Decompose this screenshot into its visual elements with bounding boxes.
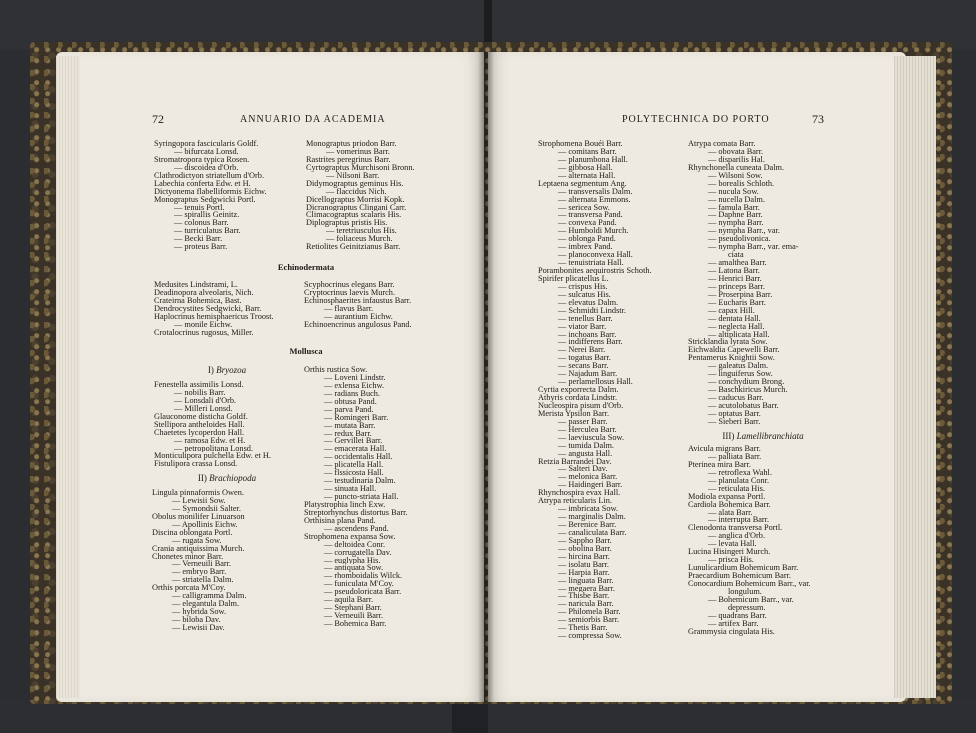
- background-board-bottom: [0, 700, 976, 733]
- species-entry: — Henrici Barr.: [708, 274, 762, 283]
- species-entry: — monile Eichw.: [174, 320, 233, 329]
- species-entry: — deltoidea Conr.: [324, 540, 386, 549]
- left-col-b-echinodermata: [304, 281, 412, 329]
- left-col-a-echinodermata: [154, 281, 274, 337]
- left-col-b-top: [306, 140, 415, 251]
- species-entry: — levata Hall.: [708, 540, 757, 549]
- species-entry: — sinuata Hall.: [324, 485, 377, 493]
- species-entry: — conchydium Brong.: [708, 378, 785, 387]
- species-entry: — exlensa Eichw.: [324, 381, 385, 390]
- subheading-number: III): [722, 431, 735, 441]
- species-entry: — crispus His.: [558, 282, 608, 291]
- species-entry: — imbrex Pand.: [558, 243, 613, 252]
- species-entry: Clathrodictyon striatellum d'Orb.: [154, 171, 265, 180]
- species-entry: Monograptus priodon Barr.: [306, 140, 397, 148]
- species-entry: — corrugatella Dav.: [324, 548, 392, 557]
- species-entry: — inchoans Barr.: [558, 330, 617, 339]
- species-entry: Leptaena segmentum Ang.: [538, 179, 627, 188]
- species-entry: — transversa Pand.: [558, 211, 623, 220]
- species-entry: — Lewisii Sow.: [172, 496, 226, 505]
- species-entry: — Sappho Barr.: [558, 536, 612, 545]
- left-page-edges: [56, 56, 80, 698]
- species-entry: — capax Hill.: [708, 306, 755, 315]
- species-entry: Cryptocrinus laevis Murch.: [304, 288, 396, 297]
- species-entry: Syringopora fascicularis Goldf.: [154, 140, 259, 148]
- species-entry: — neglecta Hall.: [708, 322, 765, 331]
- species-entry: — Loveni Lindstr.: [324, 373, 386, 382]
- left-col-a-brachiopoda: [152, 489, 246, 632]
- board-seam: [452, 700, 488, 733]
- species-entry: — Daphne Barr.: [708, 211, 763, 220]
- species-entry: Cardiola Bohemica Barr.: [688, 500, 771, 509]
- species-entry: Stromatropora typica Rosen.: [154, 155, 250, 164]
- species-entry: — Herculea Barr.: [558, 425, 617, 434]
- species-entry: — viator Barr.: [558, 322, 607, 331]
- species-entry: — angusta Hall.: [558, 449, 613, 458]
- species-entry: Pterinea mira Barr.: [688, 460, 751, 469]
- species-entry: — perlamellosus Hall.: [558, 378, 633, 387]
- species-entry: — dentata Hall.: [708, 314, 761, 323]
- species-entry: Discina oblongata Portl.: [152, 528, 233, 537]
- left-col-b-mollusca: [304, 366, 407, 628]
- species-entry: Chaetetes lycoperdon Hall.: [154, 428, 245, 437]
- species-entry: — Najadum Barr.: [558, 370, 618, 379]
- species-entry: — aquila Barr.: [324, 596, 374, 605]
- species-entry: Atrypa reticularis Lin.: [538, 497, 612, 506]
- species-entry: — euglypha His.: [324, 556, 381, 565]
- species-entry: — Milleri Lonsd.: [174, 404, 233, 413]
- species-entry: — aurantium Eichw.: [324, 312, 393, 321]
- species-entry: — quadrans Barr.: [708, 611, 767, 620]
- species-entry: — Berenice Barr.: [558, 521, 617, 529]
- species-entry: — sericea Sow.: [558, 203, 610, 212]
- species-entry: Labechia conferta Edw. et H.: [154, 179, 251, 188]
- subheading-brachiopoda: [154, 473, 300, 483]
- species-entry: Orthis rustica Sow.: [304, 366, 368, 374]
- species-entry: Retiolites Geinitzianus Barr.: [306, 243, 401, 252]
- species-entry: — famula Barr.: [708, 203, 760, 212]
- species-entry: Monograptus Sedgwicki Portl.: [154, 195, 256, 204]
- species-entry: — Latona Barr.: [708, 267, 760, 275]
- species-entry: — Becki Barr.: [174, 235, 223, 244]
- species-entry: — Sieberi Barr.: [708, 417, 761, 426]
- species-entry: — plicatella Hall.: [324, 461, 384, 470]
- left-page: [56, 52, 484, 702]
- species-entry: Rhynchospira evax Hall.: [538, 489, 621, 498]
- species-entry: — Nilsoni Barr.: [326, 171, 380, 180]
- subheading-name: Bryozoa: [216, 365, 247, 375]
- species-entry: Athyris cordata Lindstr.: [538, 394, 618, 402]
- species-entry: Rastrites peregrinus Barr.: [306, 155, 391, 164]
- species-entry: — Schmidti Lindstr.: [558, 306, 626, 315]
- species-entry: — sulcatus His.: [558, 290, 611, 299]
- species-entry: — rugata Sow.: [172, 536, 222, 545]
- left-page-number: 72: [152, 112, 164, 126]
- species-entry: — mutata Barr.: [324, 421, 376, 430]
- species-entry: Stricklandia lyrata Sow.: [688, 338, 768, 347]
- species-entry: Diplograptus pristis His.: [306, 219, 388, 228]
- species-entry: — amalthea Barr.: [708, 259, 767, 267]
- species-entry: — Romingeri Barr.: [324, 413, 389, 422]
- species-entry: longulum.: [728, 587, 762, 596]
- species-entry: depressum.: [728, 603, 766, 612]
- species-entry: — acutolobatus Barr.: [708, 401, 779, 410]
- species-entry: — Thisbe Barr.: [558, 592, 610, 601]
- species-entry: — artifex Barr.: [708, 619, 759, 628]
- species-entry: Stellipora antheloides Hall.: [154, 420, 245, 429]
- species-entry: Eichwaldia Capewelli Barr.: [688, 346, 780, 355]
- species-entry: — antiquata Sow.: [324, 564, 384, 573]
- species-entry: Pentamerus Knightii Sow.: [688, 354, 775, 363]
- species-entry: — convexa Pand.: [558, 219, 617, 228]
- species-entry: Streptorhynchus distortus Barr.: [304, 508, 408, 517]
- species-entry: — foliaceus Murch.: [326, 235, 393, 244]
- species-entry: Echinosphaerites infaustus Barr.: [304, 296, 412, 305]
- species-entry: — ascendens Pand.: [324, 524, 389, 533]
- species-entry: — embryo Barr.: [172, 568, 227, 577]
- species-entry: — colonus Barr.: [174, 219, 229, 228]
- species-entry: Echinoencrinus angulosus Pand.: [304, 320, 412, 329]
- left-col-a-top: [154, 140, 267, 251]
- species-entry: Haplocrinus hemisphaericus Troost.: [154, 312, 274, 321]
- species-entry: — linguata Barr.: [558, 576, 614, 585]
- species-entry: — Symondsii Salter.: [172, 504, 241, 513]
- species-entry: Merista Ypsilon Barr.: [538, 409, 610, 418]
- subheading-number: I): [207, 365, 214, 375]
- species-entry: Monticulipora pulchella Edw. et H.: [154, 452, 271, 461]
- species-entry: — vomerinus Barr.: [326, 147, 390, 156]
- species-entry: Fistulipora crassa Lonsd.: [154, 460, 238, 469]
- subheading-bryozoa: [154, 365, 300, 375]
- species-entry: Porambonites aequirostris Schoth.: [538, 267, 652, 275]
- species-entry: Lingula pinnaformis Owen.: [152, 489, 244, 497]
- species-entry: — gibbosa Hall.: [558, 163, 613, 172]
- species-entry: — radians Buch.: [324, 389, 380, 398]
- species-entry: Retzia Barrandei Dav.: [538, 457, 612, 466]
- species-entry: — teretriusculus His.: [326, 227, 397, 236]
- species-entry: — borealis Schloth.: [708, 179, 775, 188]
- species-entry: — nympha Barr.: [708, 219, 764, 228]
- species-entry: — galeatus Dalm.: [708, 362, 769, 371]
- subheading-number: II): [197, 473, 207, 483]
- species-entry: Obolus monilifer Linuarson: [152, 512, 245, 521]
- species-entry: Crateirna Bohemica, Bast.: [154, 296, 242, 305]
- species-entry: — nucella Dalm.: [708, 195, 765, 204]
- species-entry: Atrypa comata Barr.: [688, 140, 756, 148]
- species-entry: — tenellus Barr.: [558, 314, 613, 323]
- species-entry: — Haidingeri Barr.: [558, 481, 623, 490]
- species-entry: Orthis porcata M'Coy.: [152, 584, 226, 593]
- species-entry: — princeps Barr.: [708, 282, 765, 291]
- species-entry: — Thetis Barr.: [558, 624, 608, 633]
- species-entry: — flaccidus Nich.: [326, 187, 387, 196]
- right-page-number: 73: [812, 112, 824, 126]
- species-entry: — emacerata Hall.: [324, 445, 387, 454]
- species-entry: — elegantula Dalm.: [172, 600, 240, 609]
- species-entry: Chonetes minor Barr.: [152, 552, 224, 561]
- species-entry: Crotalocrinus rugosus, Miller.: [154, 328, 254, 337]
- species-entry: — elevatus Dalm.: [558, 298, 619, 307]
- species-entry: Crania antiquissima Murch.: [152, 544, 245, 553]
- right-page-edges: [894, 56, 936, 698]
- species-entry: — Gervillei Barr.: [324, 437, 383, 446]
- subheading-name: Brachiopoda: [209, 473, 257, 483]
- species-entry: Dictyonema flabelliformis Eichw.: [154, 187, 267, 196]
- species-entry: — planulata Conr.: [708, 476, 770, 485]
- species-entry: — Humboldi Murch.: [558, 227, 629, 236]
- species-entry: Medusites Lindstrami, L.: [154, 281, 238, 289]
- species-entry: — pseudolivonica.: [708, 235, 771, 244]
- species-entry: Dicellograptus Morrisi Kopk.: [306, 195, 405, 204]
- species-entry: — ramosa Edw. et H.: [174, 436, 246, 445]
- species-entry: Orthisina plana Pand.: [304, 516, 376, 525]
- species-entry: — tenuis Portl.: [174, 203, 225, 212]
- species-entry: — flavus Barr.: [324, 304, 374, 313]
- species-entry: Clenodonta transversa Portl.: [688, 524, 783, 533]
- species-entry: Strophomena Bouéi Barr.: [538, 140, 623, 148]
- species-entry: — isolatu Barr.: [558, 560, 609, 569]
- species-entry: — Stephani Barr.: [324, 604, 382, 613]
- species-entry: — nucula Sow.: [708, 187, 759, 196]
- right-col-b-lamellibranchiata: [688, 445, 811, 636]
- species-entry: — Lonsdali d'Orb.: [174, 396, 237, 405]
- species-entry: — occidentalis Hall.: [324, 453, 393, 462]
- species-entry: Grammysia cingulata His.: [688, 627, 775, 636]
- subheading-lamellibranchiata: [688, 431, 838, 441]
- species-entry: — canaliculata Barr.: [558, 528, 627, 537]
- species-entry: — anglica d'Orb.: [708, 532, 766, 541]
- species-entry: — caducus Barr.: [708, 394, 764, 402]
- species-entry: Spirifer plicatellus L.: [538, 274, 609, 283]
- species-entry: — funiculata M'Coy.: [324, 580, 394, 589]
- species-entry: — transversalis Dalm.: [558, 187, 633, 196]
- species-entry: Glauconome disticha Goldf.: [154, 412, 248, 421]
- species-entry: — Proserpina Barr.: [708, 290, 773, 299]
- species-entry: Modiola expansa Portl.: [688, 492, 766, 501]
- species-entry: Dicranograptus Clingani Carr.: [306, 203, 407, 212]
- species-entry: — reticulata His.: [708, 484, 765, 493]
- species-entry: — Verneuili Barr.: [324, 612, 384, 620]
- species-entry: — striatella Dalm.: [172, 576, 234, 585]
- heading-echinodermata: Echinodermata: [277, 262, 335, 272]
- species-entry: Cyrtograptus Murchisoni Bronn.: [306, 163, 415, 172]
- species-entry: Dendrocystites Sedgwicki, Barr.: [154, 304, 262, 313]
- species-entry: Rhynchonella cuneata Dalm.: [688, 163, 785, 172]
- species-entry: — nympha Barr., var.: [708, 227, 780, 236]
- species-entry: — alternata Emmons.: [558, 195, 631, 204]
- species-entry: — calligramma Dalm.: [172, 592, 247, 601]
- species-entry: — linguiferus Sow.: [708, 370, 773, 379]
- species-entry: — rhomboidalis Wilck.: [324, 572, 403, 581]
- species-entry: — prisca His.: [708, 556, 754, 565]
- species-entry: — retroflexa Wahl.: [708, 468, 772, 477]
- species-entry: — melonica Barr.: [558, 473, 618, 482]
- species-entry: — Philomela Barr.: [558, 608, 621, 617]
- species-entry: — passer Barr.: [558, 417, 608, 426]
- species-entry: — tumida Dalm.: [558, 441, 614, 450]
- species-entry: — naricula Barr.: [558, 600, 614, 609]
- species-entry: Platystrophia linch Exw.: [304, 500, 386, 509]
- book-gutter: [478, 52, 494, 702]
- species-entry: — tenuistriata Hall.: [558, 259, 624, 267]
- species-entry: — Lewisii Dav.: [172, 623, 225, 632]
- species-entry: — flssicosta Hall.: [324, 469, 384, 478]
- species-entry: — puncto-striata Hall.: [324, 493, 399, 501]
- species-entry: — Wilsoni Sow.: [708, 171, 763, 180]
- species-entry: — disparilis Hal.: [708, 155, 765, 164]
- species-entry: — alternata Hall.: [558, 171, 616, 180]
- species-entry: — comitans Barr.: [558, 147, 617, 156]
- species-entry: — imbricata Sow.: [558, 505, 619, 514]
- left-running-head: ANNUARIO DA ACADEMIA: [240, 114, 386, 125]
- right-col-b-top: [688, 140, 799, 426]
- species-entry: — Nerei Barr.: [558, 346, 606, 355]
- species-entry: Lunulicardium Bohemicum Barr.: [688, 564, 799, 572]
- species-entry: — turriculatus Barr.: [174, 227, 241, 236]
- species-entry: — Bohemicum Barr., var.: [708, 595, 794, 604]
- species-entry: — secans Barr.: [558, 362, 609, 371]
- species-entry: — obolina Barr.: [558, 544, 612, 553]
- species-entry: — compressa Sow.: [558, 632, 622, 641]
- species-entry: — hybrida Sow.: [172, 608, 227, 616]
- species-entry: — indifferens Barr.: [558, 338, 623, 347]
- species-entry: — Verneuili Barr.: [172, 560, 232, 569]
- species-entry: Fenestella assimilis Lonsd.: [154, 381, 244, 389]
- right-col-a: [538, 140, 652, 640]
- species-entry: Avicula migrans Barr.: [688, 445, 761, 453]
- species-entry: — megaera Barr.: [558, 584, 615, 593]
- species-entry: Praecardium Bohemicum Barr.: [688, 572, 791, 580]
- right-running-head: POLYTECHNICA DO PORTO: [622, 114, 770, 125]
- species-entry: — Baschkiricus Murch.: [708, 386, 788, 394]
- species-entry: — interrupta Barr.: [708, 516, 770, 525]
- species-entry: — semiorbis Barr.: [558, 616, 620, 625]
- heading-mollusca: Mollusca: [289, 346, 323, 356]
- species-entry: — Harpia Barr.: [558, 568, 610, 577]
- species-entry: — petropolitana Lonsd.: [174, 444, 254, 453]
- species-entry: — obtusa Pand.: [324, 397, 377, 406]
- species-entry: — nympha Barr., var. ema-: [708, 243, 799, 252]
- subheading-name: Lamellibranchiata: [736, 431, 804, 441]
- species-entry: — alata Barr.: [708, 508, 753, 517]
- species-entry: — discoidea d'Orb.: [174, 163, 239, 172]
- species-entry: Climacograptus scalaris His.: [306, 211, 402, 220]
- species-entry: — oblonga Pand.: [558, 235, 616, 244]
- species-entry: — Salteri Dav.: [558, 465, 608, 474]
- species-entry: — proteus Barr.: [174, 243, 228, 252]
- species-entry: — palliata Barr.: [708, 452, 762, 461]
- species-entry: Deadinopora alveolaris, Nich.: [154, 288, 254, 297]
- species-entry: — nobilis Barr.: [174, 388, 226, 397]
- species-entry: — laeviuscula Sow.: [558, 433, 625, 442]
- species-entry: ciata: [728, 251, 744, 260]
- species-entry: — redux Barr.: [324, 429, 372, 438]
- species-entry: Lucina Hisingeri Murch.: [688, 548, 771, 557]
- species-entry: Didymograptus geminus His.: [306, 179, 404, 188]
- species-entry: — biloba Dav.: [172, 616, 221, 624]
- species-entry: — marginalis Dalm.: [558, 513, 626, 521]
- species-entry: — hircina Barr.: [558, 552, 610, 561]
- species-entry: — testudinaria Dalm.: [324, 477, 396, 486]
- species-entry: — planumbona Hall.: [558, 155, 628, 164]
- species-entry: — Eucharis Barr.: [708, 298, 766, 307]
- species-entry: — Apollinis Eichw.: [172, 520, 238, 529]
- species-entry: — obovata Barr.: [708, 147, 764, 156]
- species-entry: — parva Pand.: [324, 405, 374, 414]
- species-entry: Nucleospira pisum d'Orb.: [538, 401, 624, 410]
- species-entry: Strophomena expansa Sow.: [304, 532, 396, 541]
- species-entry: — pseudoloricata Barr.: [324, 588, 402, 597]
- species-entry: — spirallis Geinitz.: [174, 211, 240, 220]
- species-entry: Scyphocrinus elegans Barr.: [304, 281, 395, 289]
- species-entry: — planoconvexa Hall.: [558, 251, 633, 260]
- species-entry: Conocardium Bohemicum Barr., var.: [688, 579, 811, 588]
- species-entry: — altiplicata Hall.: [708, 330, 770, 339]
- left-col-a-bryozoa: [154, 381, 271, 468]
- species-entry: — optatus Barr.: [708, 409, 761, 418]
- species-entry: — bifurcata Lonsd.: [174, 147, 239, 156]
- species-entry: — togatus Barr.: [558, 354, 611, 363]
- species-entry: Cyrtia exporrecta Dalm.: [538, 386, 619, 394]
- species-entry: — Bohemica Barr.: [324, 620, 387, 628]
